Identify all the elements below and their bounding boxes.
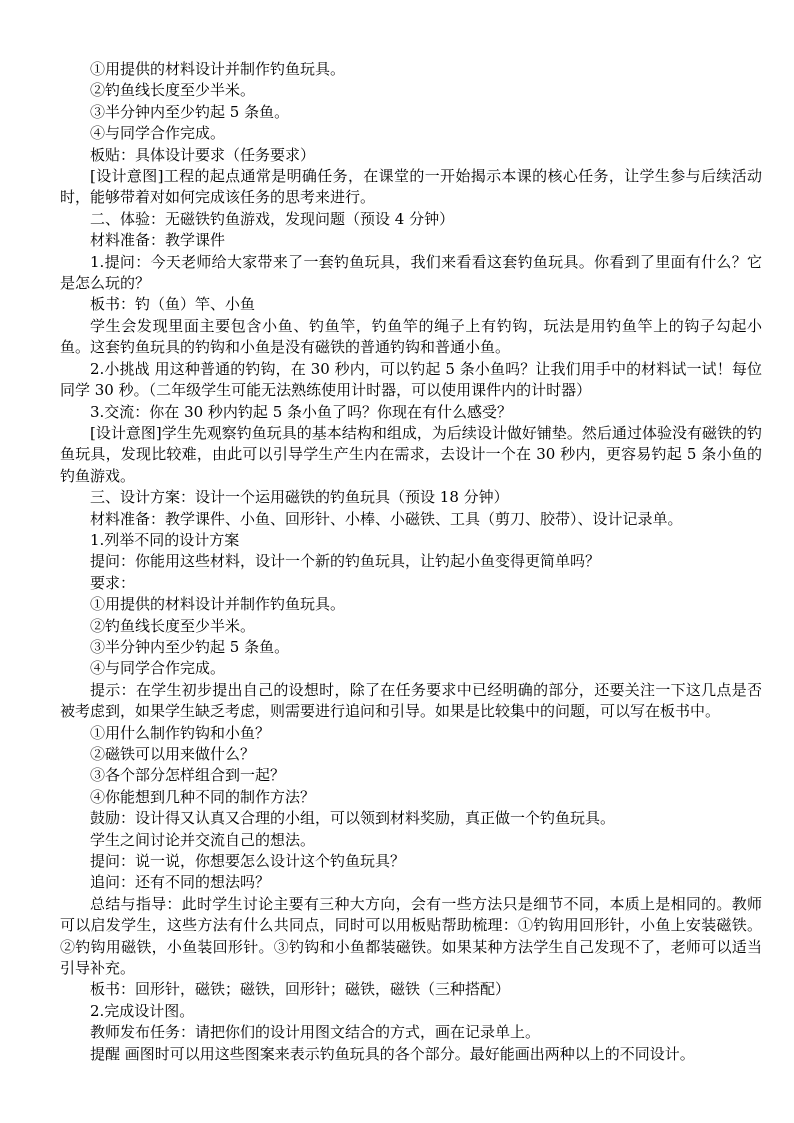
student-discovery: 学生会发现里面主要包含小鱼、钓鱼竿，钓鱼竿的绳子上有钓钩，玩法是用钓鱼竿上的钩子勾起小鱼。这套钓鱼玩具的钓钩和小鱼是没有磁铁的普通钓钩和普通小鱼。 (60, 316, 762, 357)
hint-question-4: ④你能想到几种不同的制作方法？ (90, 787, 316, 806)
subheading-complete-drawing: 2.完成设计图。 (90, 1001, 195, 1020)
design-intent-1: [设计意图]工程的起点通常是明确任务，在课堂的一开始揭示本课的核心任务，让学生参与后续活动时，能够带着对如何完成该任务的思考来进行。 (60, 167, 762, 207)
materials-3: 材料准备：教学课件、小鱼、回形针、小棒、小磁铁、工具（剪刀、胶带）、设计记录单。 (90, 509, 683, 528)
design-intent-2: [设计意图]学生先观察钓鱼玩具的基本结构和组成，为后续设计做好铺垫。然后通过体验没有磁铁的钓鱼玩具，发现比较难，由此可以引导学生产生内在需求，去设计一个在 30 秒内，更容易钓起 5 条小鱼的钓鱼游戏。 (60, 423, 762, 485)
question-design: 提问：你能用这些材料，设计一个新的钓鱼玩具，让钓起小鱼变得更简单吗？ (90, 552, 601, 571)
requirement-4: ④与同学合作完成。 (90, 124, 226, 143)
requirement-1: ①用提供的材料设计并制作钓鱼玩具。 (90, 60, 346, 78)
board-note-combinations: 板书：回形针，磁铁；磁铁，回形针；磁铁，磁铁（三种搭配） (90, 980, 511, 999)
subheading-list-designs: 1.列举不同的设计方案 (90, 530, 240, 549)
requirement-4b: ④与同学合作完成。 (90, 659, 226, 678)
materials-2: 材料准备：教学课件 (90, 231, 226, 250)
summary-guidance: 总结与指导：此时学生讨论主要有三种大方向，会有一些方法只是细节不同，本质上是相同的。教师可以启发学生，这些方法有什么共同点，同时可以用板贴帮助梳理：①钓钩用回形针，小鱼上安装磁铁。②钓钩用磁铁，小鱼装回形针。③钓钩和小鱼都装磁铁。如果某种方法学生自己发现不了，老师可以适当引导补充。 (60, 894, 762, 978)
hint-question-1: ①用什么制作钓钩和小鱼？ (90, 723, 271, 742)
exchange: 3.交流：你在 30 秒内钓起 5 条小鱼了吗？你现在有什么感受？ (90, 402, 513, 421)
question-how-design: 提问：说一说，你想要怎么设计这个钓鱼玩具？ (90, 852, 406, 871)
mini-challenge: 2.小挑战 用这种普通的钓钩，在 30 秒内，可以钓起 5 条小鱼吗？让我们用手中的材料试一试！每位同学 30 秒。（二年级学生可能无法熟练使用计时器，可以使用课件内的计时器） (60, 359, 762, 400)
student-discussion: 学生之间讨论并交流自己的想法。 (90, 830, 316, 849)
section-heading-2: 二、体验：无磁铁钓鱼游戏，发现问题（预设 4 分钟） (90, 209, 455, 228)
hint-paragraph: 提示：在学生初步提出自己的设想时，除了在任务要求中已经明确的部分，还要关注一下这几点是否被考虑到，如果学生缺乏考虑，则需要进行追问和引导。如果是比较集中的问题，可以写在板书中。 (60, 680, 762, 721)
question-1: 1.提问：今天老师给大家带来了一套钓鱼玩具，我们来看看这套钓鱼玩具。你看到了里面有什么？它是怎么玩的？ (60, 252, 762, 293)
document-page (60, 59, 762, 1065)
section-heading-3: 三、设计方案：设计一个运用磁铁的钓鱼玩具（预设 18 分钟） (90, 488, 509, 507)
encouragement: 鼓励：设计得又认真又合理的小组，可以领到材料奖励，真正做一个钓鱼玩具。 (90, 809, 616, 828)
board-note-task: 板贴：具体设计要求（任务要求） (90, 145, 316, 164)
requirements-label: 要求： (90, 573, 136, 592)
requirement-3: ③半分钟内至少钓起 5 条鱼。 (90, 102, 290, 121)
requirement-1b: ①用提供的材料设计并制作钓鱼玩具。 (90, 595, 346, 614)
hint-question-3: ③各个部分怎样组合到一起？ (90, 766, 286, 785)
teacher-task: 教师发布任务：请把你们的设计用图文结合的方式，画在记录单上。 (90, 1023, 541, 1042)
requirement-3b: ③半分钟内至少钓起 5 条鱼。 (90, 637, 290, 656)
board-note-rod: 板书：钓（鱼）竿、小鱼 (90, 295, 256, 314)
requirement-2b: ②钓鱼线长度至少半米。 (90, 616, 256, 635)
requirement-2: ②钓鱼线长度至少半米。 (90, 81, 256, 100)
reminder: 提醒 画图时可以用这些图案来表示钓鱼玩具的各个部分。最好能画出两种以上的不同设计。 (90, 1044, 695, 1063)
follow-up-question: 追问：还有不同的想法吗？ (90, 873, 271, 892)
hint-question-2: ②磁铁可以用来做什么？ (90, 745, 256, 763)
